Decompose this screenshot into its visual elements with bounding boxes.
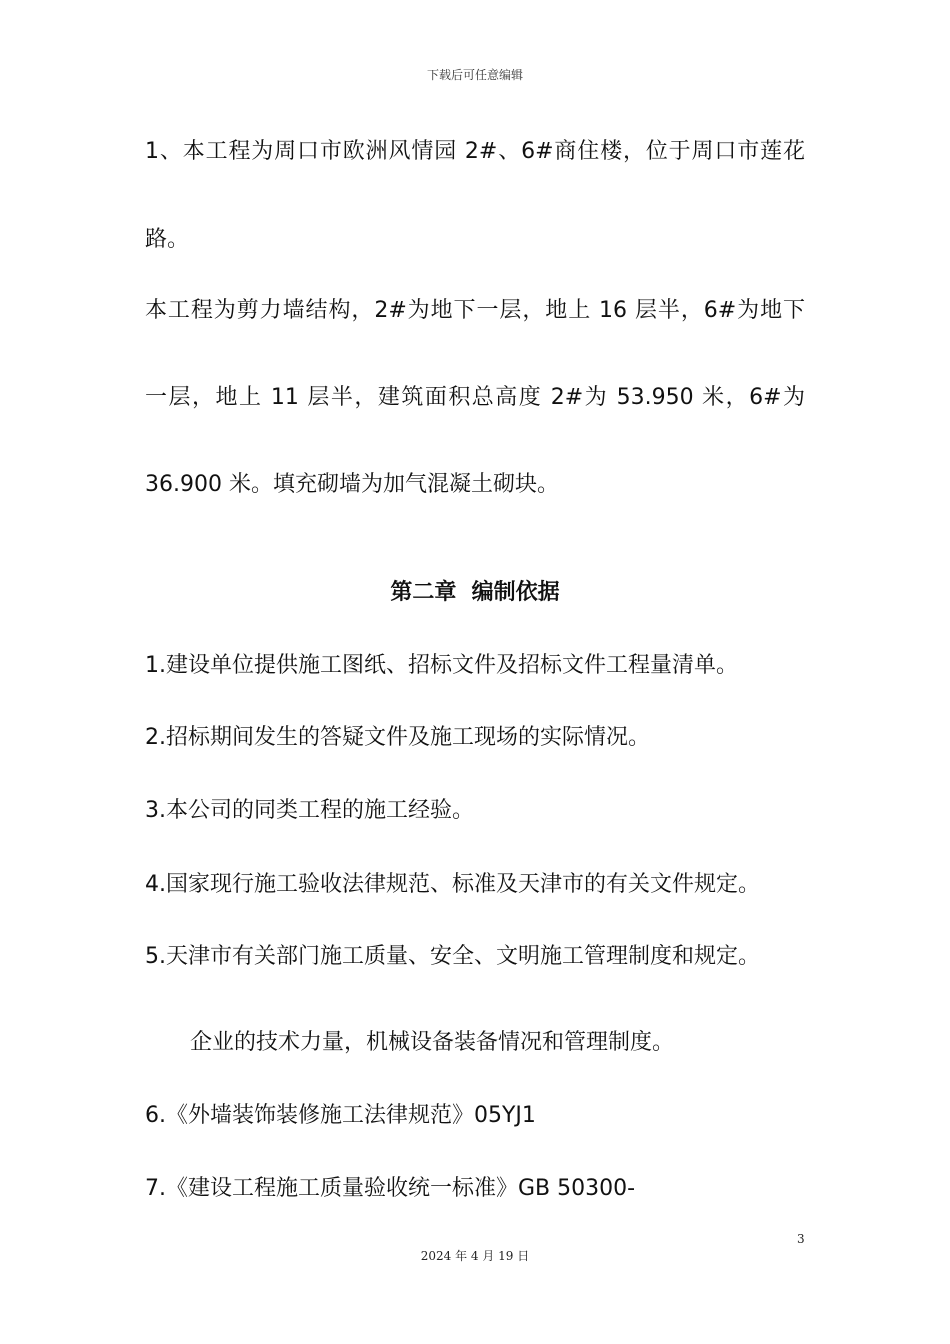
body-line-2: 路。 [145,227,190,252]
header-note: 下载后可任意编辑 [426,68,523,82]
body-line-1: 1、本工程为周口市欧洲风情园 2#、6#商住楼，位于周口市莲花 [145,139,805,164]
basis-item-5: 5.天津市有关部门施工质量、安全、文明施工管理制度和规定。 [145,944,760,969]
basis-item-5-continued: 企业的技术力量，机械设备装备情况和管理制度。 [190,1030,675,1055]
basis-item-6: 6.《外墙装饰装修施工法律规范》05YJ1 [145,1103,536,1128]
basis-item-4: 4.国家现行施工验收法律规范、标准及天津市的有关文件规定。 [145,872,760,897]
basis-item-2: 2.招标期间发生的答疑文件及施工现场的实际情况。 [145,725,650,750]
page-number: 3 [797,1232,805,1246]
body-line-3: 本工程为剪力墙结构，2#为地下一层，地上 16 层半，6#为地下 [145,298,805,323]
footer-date: 2024 年 4 月 19 日 [420,1249,530,1263]
body-line-4: 一层，地上 11 层半，建筑面积总高度 2#为 53.950 米，6#为 [145,385,805,410]
basis-item-1: 1.建设单位提供施工图纸、招标文件及招标文件工程量清单。 [145,653,738,678]
basis-item-7: 7.《建设工程施工质量验收统一标准》GB 50300- [145,1176,636,1201]
basis-item-3: 3.本公司的同类工程的施工经验。 [145,798,474,823]
chapter-title: 第二章 编制依据 [390,580,560,605]
body-line-5: 36.900 米。填充砌墙为加气混凝土砌块。 [145,472,559,497]
